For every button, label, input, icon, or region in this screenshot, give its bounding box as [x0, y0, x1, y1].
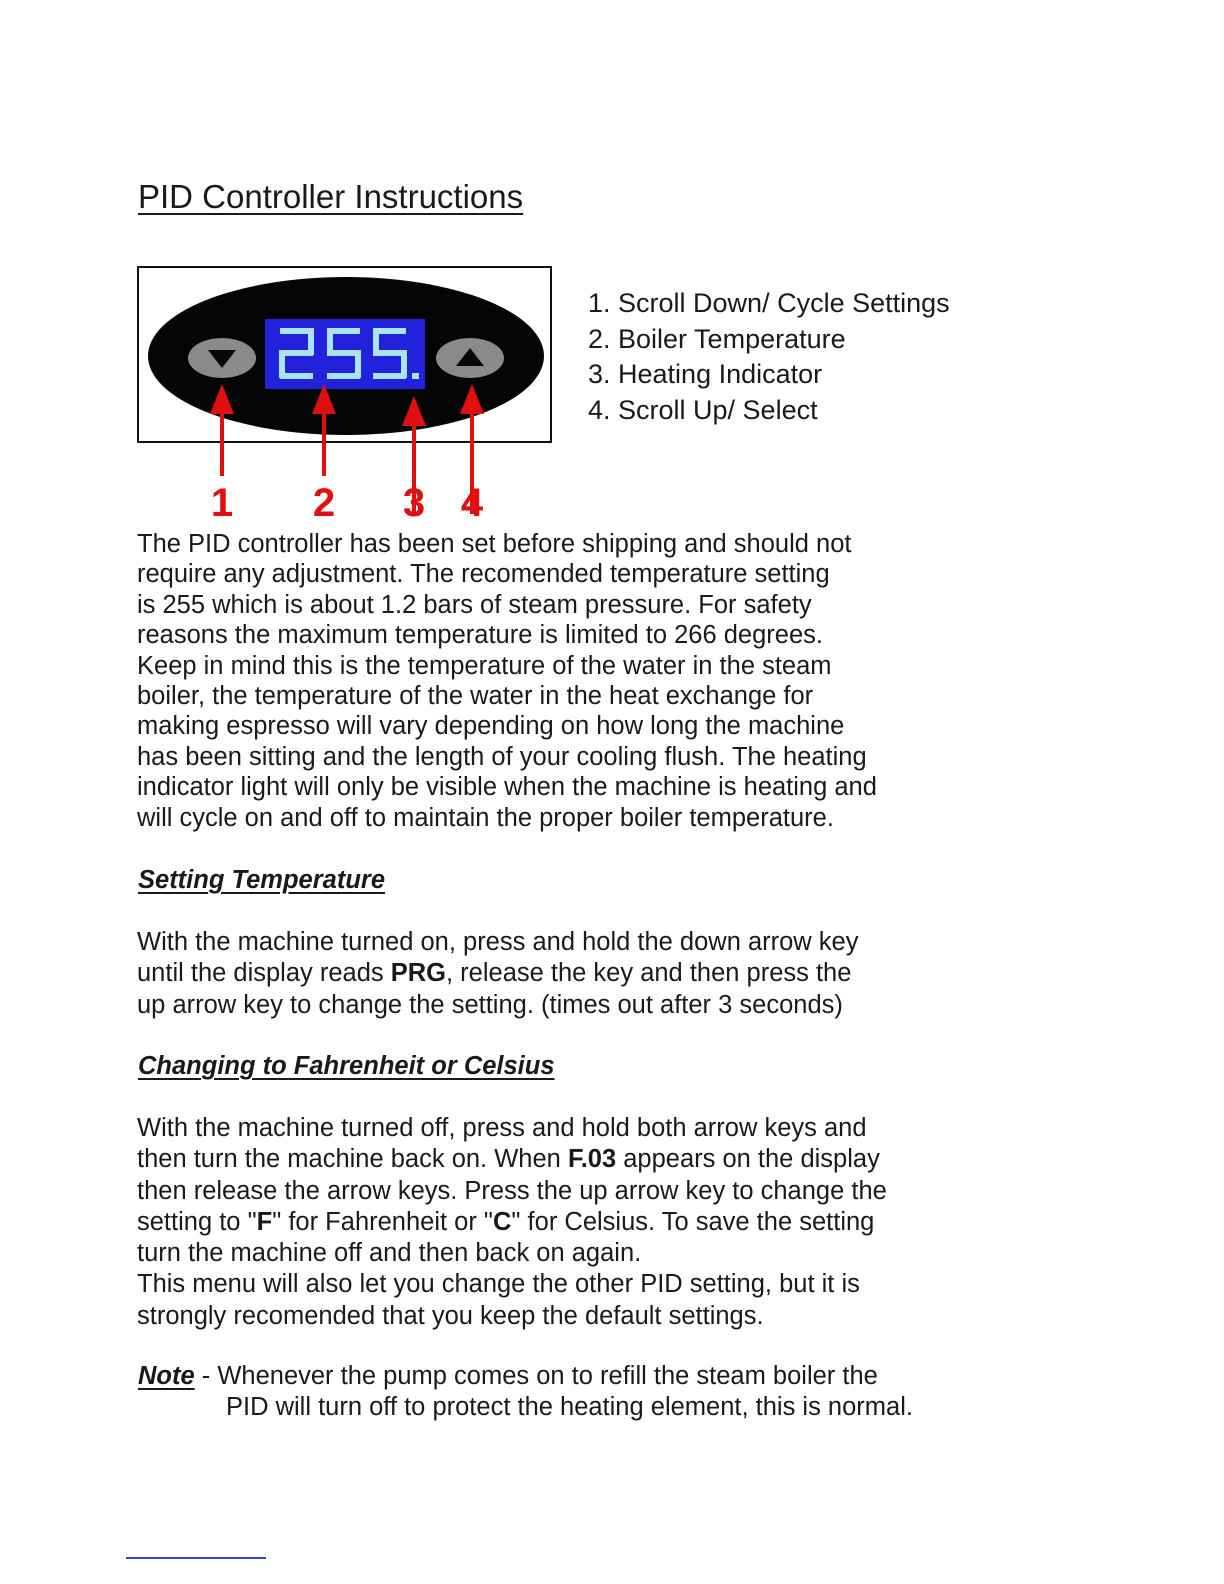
setting-temperature-paragraph: [137, 927, 997, 1021]
paragraph-line: With the machine turned on, press and hold the down arrow key: [137, 928, 859, 956]
callout-number-4: 4: [460, 481, 484, 525]
paragraph-line: strongly recomended that you keep the default settings.: [137, 1301, 764, 1330]
callout-number-1: 1: [210, 481, 234, 525]
callout-number-3: 3: [402, 481, 426, 525]
intro-line: require any adjustment. The recomended temperature setting: [137, 560, 830, 589]
callout-legend: [588, 286, 950, 428]
note-block: [138, 1361, 913, 1423]
page-title: PID Controller Instructions: [138, 178, 524, 215]
unit-fahrenheit: F: [256, 1207, 273, 1236]
paragraph-line: then turn the machine back on. When F.03 appears on the display: [137, 1145, 880, 1174]
display-code-prg: PRG: [390, 959, 446, 988]
note-label: Note: [138, 1362, 195, 1390]
intro-line: boiler, the temperature of the water in the heat exchange for: [137, 682, 814, 711]
legend-item-4: 4. Scroll Up/ Select: [588, 394, 818, 425]
display-code-f03: F.03: [567, 1145, 617, 1174]
intro-line: making espresso will vary depending on how long the machine: [137, 712, 845, 741]
setting-temperature-heading: Setting Temperature: [138, 866, 386, 894]
intro-line: has been sitting and the length of your cooling flush. The heating: [137, 742, 867, 771]
paragraph-line: setting to "F" for Fahrenheit or "C" for Celsius. To save the setting: [137, 1207, 875, 1236]
note-line: PID will turn off to protect the heating element, this is normal.: [226, 1393, 913, 1421]
unit-celsius: C: [493, 1207, 512, 1236]
footer-rule: [126, 1557, 266, 1559]
intro-line: indicator light will only be visible when the machine is heating and: [137, 773, 877, 802]
legend-item-3: 3. Heating Indicator: [588, 359, 823, 389]
paragraph-line: up arrow key to change the setting. (times out after 3 seconds): [137, 990, 843, 1019]
intro-line: is 255 which is about 1.2 bars of steam pressure. For safety: [137, 590, 812, 619]
callout-arrows: [190, 370, 500, 530]
changing-units-heading: Changing to Fahrenheit or Celsius: [138, 1052, 555, 1080]
paragraph-line: This menu will also let you change the other PID setting, but it is: [137, 1270, 860, 1299]
paragraph-line: until the display reads PRG, release the key and then press the: [137, 959, 852, 988]
intro-line: The PID controller has been set before shipping and should not: [137, 530, 852, 558]
legend-item-2: 2. Boiler Temperature: [588, 323, 846, 354]
paragraph-line: then release the arrow keys. Press the up arrow key to change the: [137, 1176, 887, 1205]
paragraph-line: turn the machine off and then back on again.: [137, 1239, 642, 1268]
callout-number-2: 2: [312, 481, 336, 525]
legend-item-1: 1. Scroll Down/ Cycle Settings: [588, 288, 950, 318]
changing-units-paragraph: [137, 1113, 997, 1332]
intro-paragraph: [137, 529, 997, 833]
intro-line: Keep in mind this is the temperature of the water in the steam: [137, 651, 832, 680]
paragraph-line: With the machine turned off, press and hold both arrow keys and: [137, 1114, 867, 1142]
intro-line: will cycle on and off to maintain the proper boiler temperature.: [137, 803, 834, 832]
note-line: - Whenever the pump comes on to refill the steam boiler the: [194, 1362, 878, 1390]
intro-line: reasons the maximum temperature is limited to 266 degrees.: [137, 621, 823, 650]
